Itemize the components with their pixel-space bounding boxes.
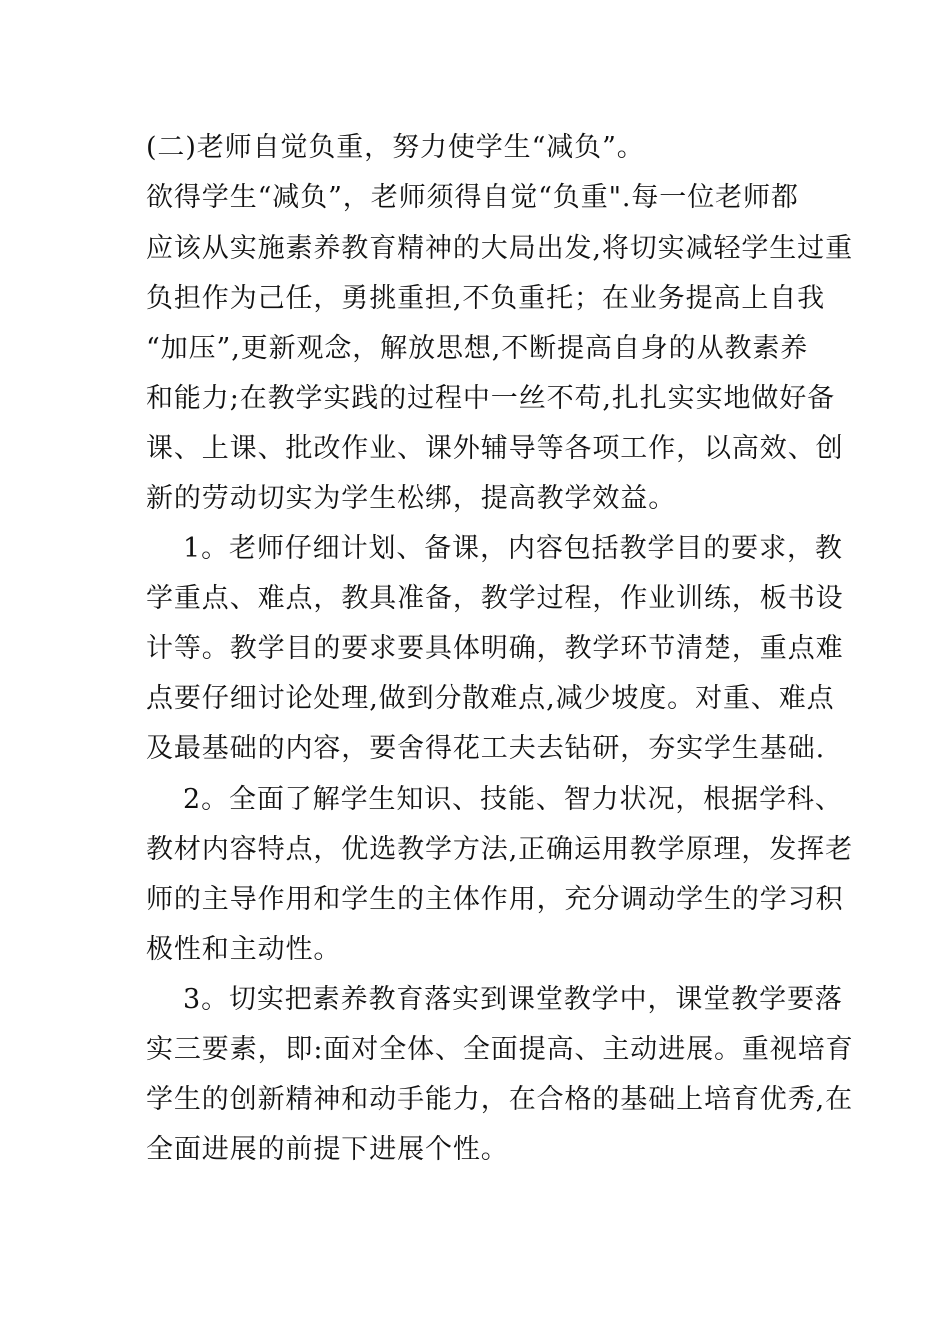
paragraph-line: 极性和主动性。: [146, 934, 342, 965]
section-heading: (二)老师自觉负重，努力使学生“减负”。: [146, 132, 645, 163]
list-item-3-line: 3。切实把素养教育落实到课堂教学中，课堂教学要落: [183, 984, 843, 1015]
list-item-2-line: 2。全面了解学生知识、技能、智力状况，根据学科、: [183, 784, 843, 815]
paragraph-line: 负担作为己任，勇挑重担,不负重托；在业务提高上自我: [146, 283, 826, 314]
paragraph-line: 和能力;在教学实践的过程中一丝不苟,扎扎实实地做好备: [146, 383, 836, 414]
paragraph-line: 课、上课、批改作业、课外辅导等各项工作，以高效、创: [146, 433, 844, 464]
paragraph-line: 点要仔细讨论处理,做到分散难点,减少坡度。对重、难点: [146, 683, 835, 714]
paragraph-line: 教材内容特点，优选教学方法,正确运用教学原理，发挥老: [146, 834, 853, 865]
paragraph-line: 学重点、难点，教具准备，教学过程，作业训练，板书设: [146, 583, 844, 614]
paragraph-line: 及最基础的内容，要舍得花工夫去钻研，夯实学生基础.: [146, 733, 826, 764]
paragraph-line: 师的主导作用和学生的主体作用，充分调动学生的学习积: [146, 884, 844, 915]
paragraph-line: 新的劳动切实为学生松绑，提高教学效益。: [146, 483, 677, 514]
list-item-1-line: 1。老师仔细计划、备课，内容包括教学目的要求，教: [183, 533, 843, 564]
paragraph-line: “加压”,更新观念，解放思想,不断提高自身的从教素养: [146, 333, 809, 364]
paragraph-line: 全面进展的前提下进展个性。: [146, 1134, 509, 1165]
paragraph-line: 学生的创新精神和动手能力，在合格的基础上培育优秀,在: [146, 1084, 853, 1115]
paragraph-line: 欲得学生“减负”，老师须得自觉“负重".每一位老师都: [146, 182, 799, 213]
paragraph-line: 实三要素，即:面对全体、全面提高、主动进展。重视培育: [146, 1034, 854, 1065]
paragraph-line: 计等。教学目的要求要具体明确，教学环节清楚，重点难: [146, 633, 844, 664]
paragraph-line: 应该从实施素养教育精神的大局出发,将切实减轻学生过重: [146, 233, 853, 264]
